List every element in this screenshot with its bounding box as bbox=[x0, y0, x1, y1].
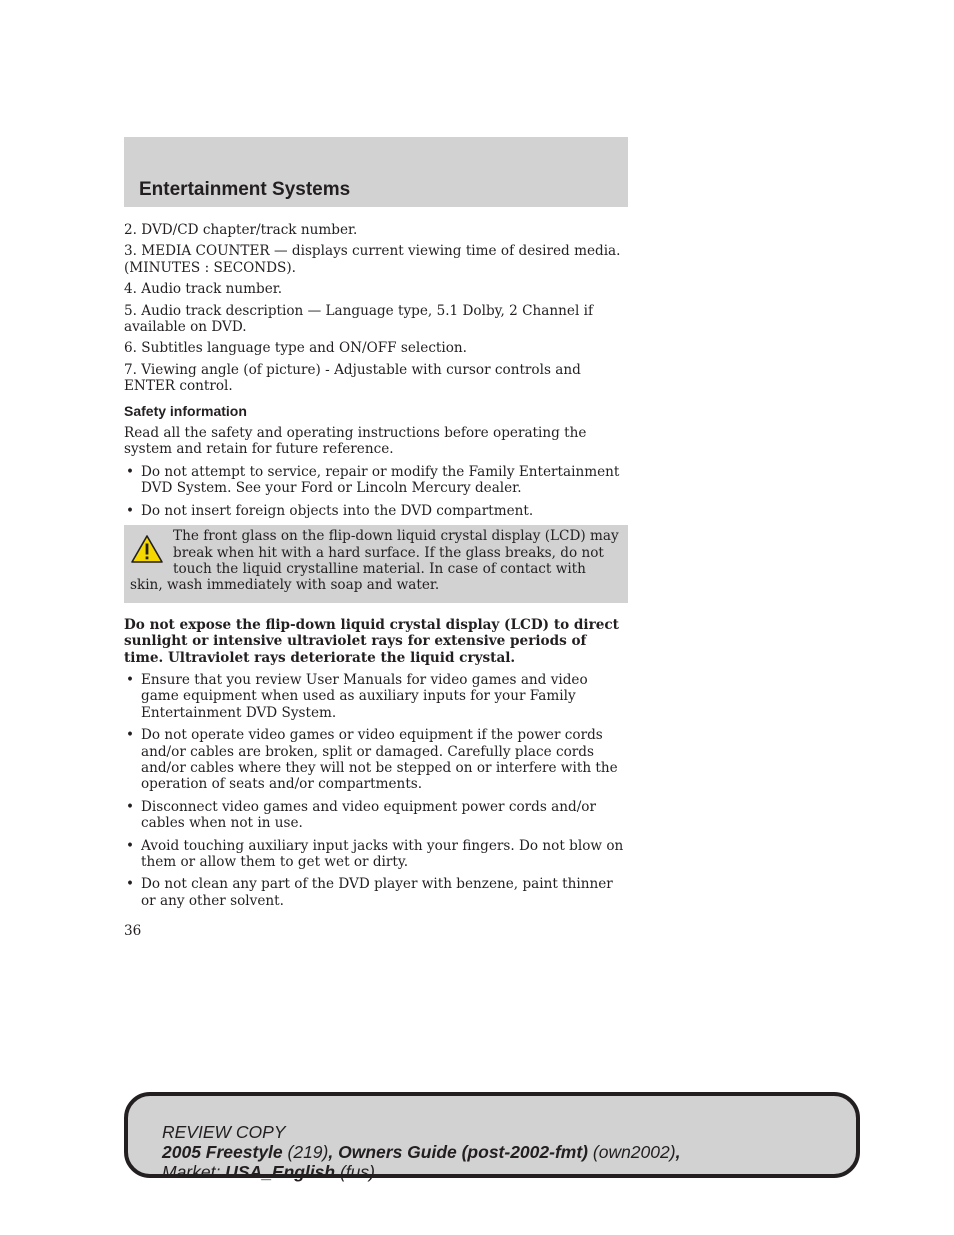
warning-text: The front glass on the flip-down liquid crystal display (LCD) may break when hit with a hard surface. If the glass breaks, do not touch the liquid crystalline material. In case of contact with skin, wash immediately with soap and water. bbox=[130, 528, 619, 594]
market-code: (fus) bbox=[335, 1162, 375, 1182]
list-item bbox=[124, 799, 628, 832]
separator: , bbox=[675, 1142, 681, 1162]
list-item bbox=[124, 464, 628, 497]
bullet-text: Avoid touching auxiliary input jacks with your fingers. Do not blow on them or allow them to get wet or dirty. bbox=[141, 837, 624, 870]
safety-bullet-list bbox=[124, 464, 628, 519]
bullet-text: Do not operate video games or video equipment if the power cords and/or cables are broken, split or damaged. Carefully place cords and/or cables where they will not be stepped on or interfere with the operation of seats and/or compartments. bbox=[141, 727, 618, 793]
bullet-icon: • bbox=[126, 837, 135, 854]
market-label: Market: bbox=[162, 1162, 226, 1182]
bullet-text: Ensure that you review User Manuals for video games and video game equipment when used as auxiliary inputs for your Family Entertainment DVD System. bbox=[141, 671, 588, 721]
list-item bbox=[124, 876, 628, 909]
separator: , bbox=[328, 1142, 339, 1162]
bullet-icon: • bbox=[126, 727, 135, 744]
numbered-item: 4. Audio track number. bbox=[124, 281, 283, 298]
bullet-icon: • bbox=[126, 876, 135, 893]
list-item bbox=[124, 727, 628, 793]
numbered-item: 2. DVD/CD chapter/track number. bbox=[124, 222, 358, 238]
page-number: 36 bbox=[124, 923, 142, 940]
list-item bbox=[124, 503, 628, 519]
bullet-icon: • bbox=[126, 671, 135, 688]
guide-code: (own2002) bbox=[588, 1142, 676, 1162]
equipment-bullet-list bbox=[124, 672, 628, 909]
bullet-icon: • bbox=[126, 502, 135, 519]
bullet-text: Disconnect video games and video equipment power cords and/or cables when not in use. bbox=[141, 798, 596, 832]
numbered-item: 6. Subtitles language type and ON/OFF selection. bbox=[124, 340, 467, 357]
numbered-item: 5. Audio track description — Language type, 5.1 Dolby, 2 Channel if available on DVD. bbox=[124, 302, 593, 336]
review-copy-footer bbox=[124, 1092, 860, 1182]
warning-triangle-icon bbox=[130, 534, 164, 564]
list-item bbox=[124, 838, 628, 871]
page-content bbox=[124, 222, 628, 940]
model-name: 2005 Freestyle bbox=[162, 1142, 283, 1162]
list-item bbox=[124, 672, 628, 721]
bullet-text: Do not clean any part of the DVD player with benzene, paint thinner or any other solvent. bbox=[141, 876, 613, 909]
bullet-text: Do not attempt to service, repair or modify the Family Entertainment DVD System. See your Ford or Lincoln Mercury dealer. bbox=[141, 463, 620, 497]
footer-text bbox=[162, 1122, 680, 1182]
bullet-text: Do not insert foreign objects into the DVD compartment. bbox=[141, 502, 534, 519]
footer-market-line bbox=[162, 1162, 680, 1182]
safety-intro: Read all the safety and operating instructions before operating the system and retain for future reference. bbox=[124, 425, 587, 458]
review-copy-label: REVIEW COPY bbox=[162, 1122, 286, 1142]
safety-heading: Safety information bbox=[124, 402, 247, 419]
market-name: USA_English bbox=[225, 1162, 336, 1182]
bullet-icon: • bbox=[126, 798, 135, 815]
warning-box bbox=[124, 525, 628, 603]
lcd-exposure-note: Do not expose the flip-down liquid crystal display (LCD) to direct sunlight or intensive ultraviolet rays for extensive periods of time. Ultraviolet rays deteriorate the liquid crystal. bbox=[124, 616, 619, 666]
section-header-band bbox=[124, 137, 628, 207]
guide-name: Owners Guide (post-2002-fmt) bbox=[338, 1142, 589, 1162]
model-code: (219) bbox=[282, 1142, 329, 1162]
bullet-icon: • bbox=[126, 463, 135, 480]
section-title: Entertainment Systems bbox=[139, 179, 351, 200]
numbered-item: 7. Viewing angle (of picture) - Adjustable with cursor controls and ENTER control. bbox=[124, 361, 581, 395]
numbered-item: 3. MEDIA COUNTER — displays current viewing time of desired media. (MINUTES : SECONDS). bbox=[124, 243, 621, 276]
footer-model-line bbox=[162, 1142, 680, 1162]
